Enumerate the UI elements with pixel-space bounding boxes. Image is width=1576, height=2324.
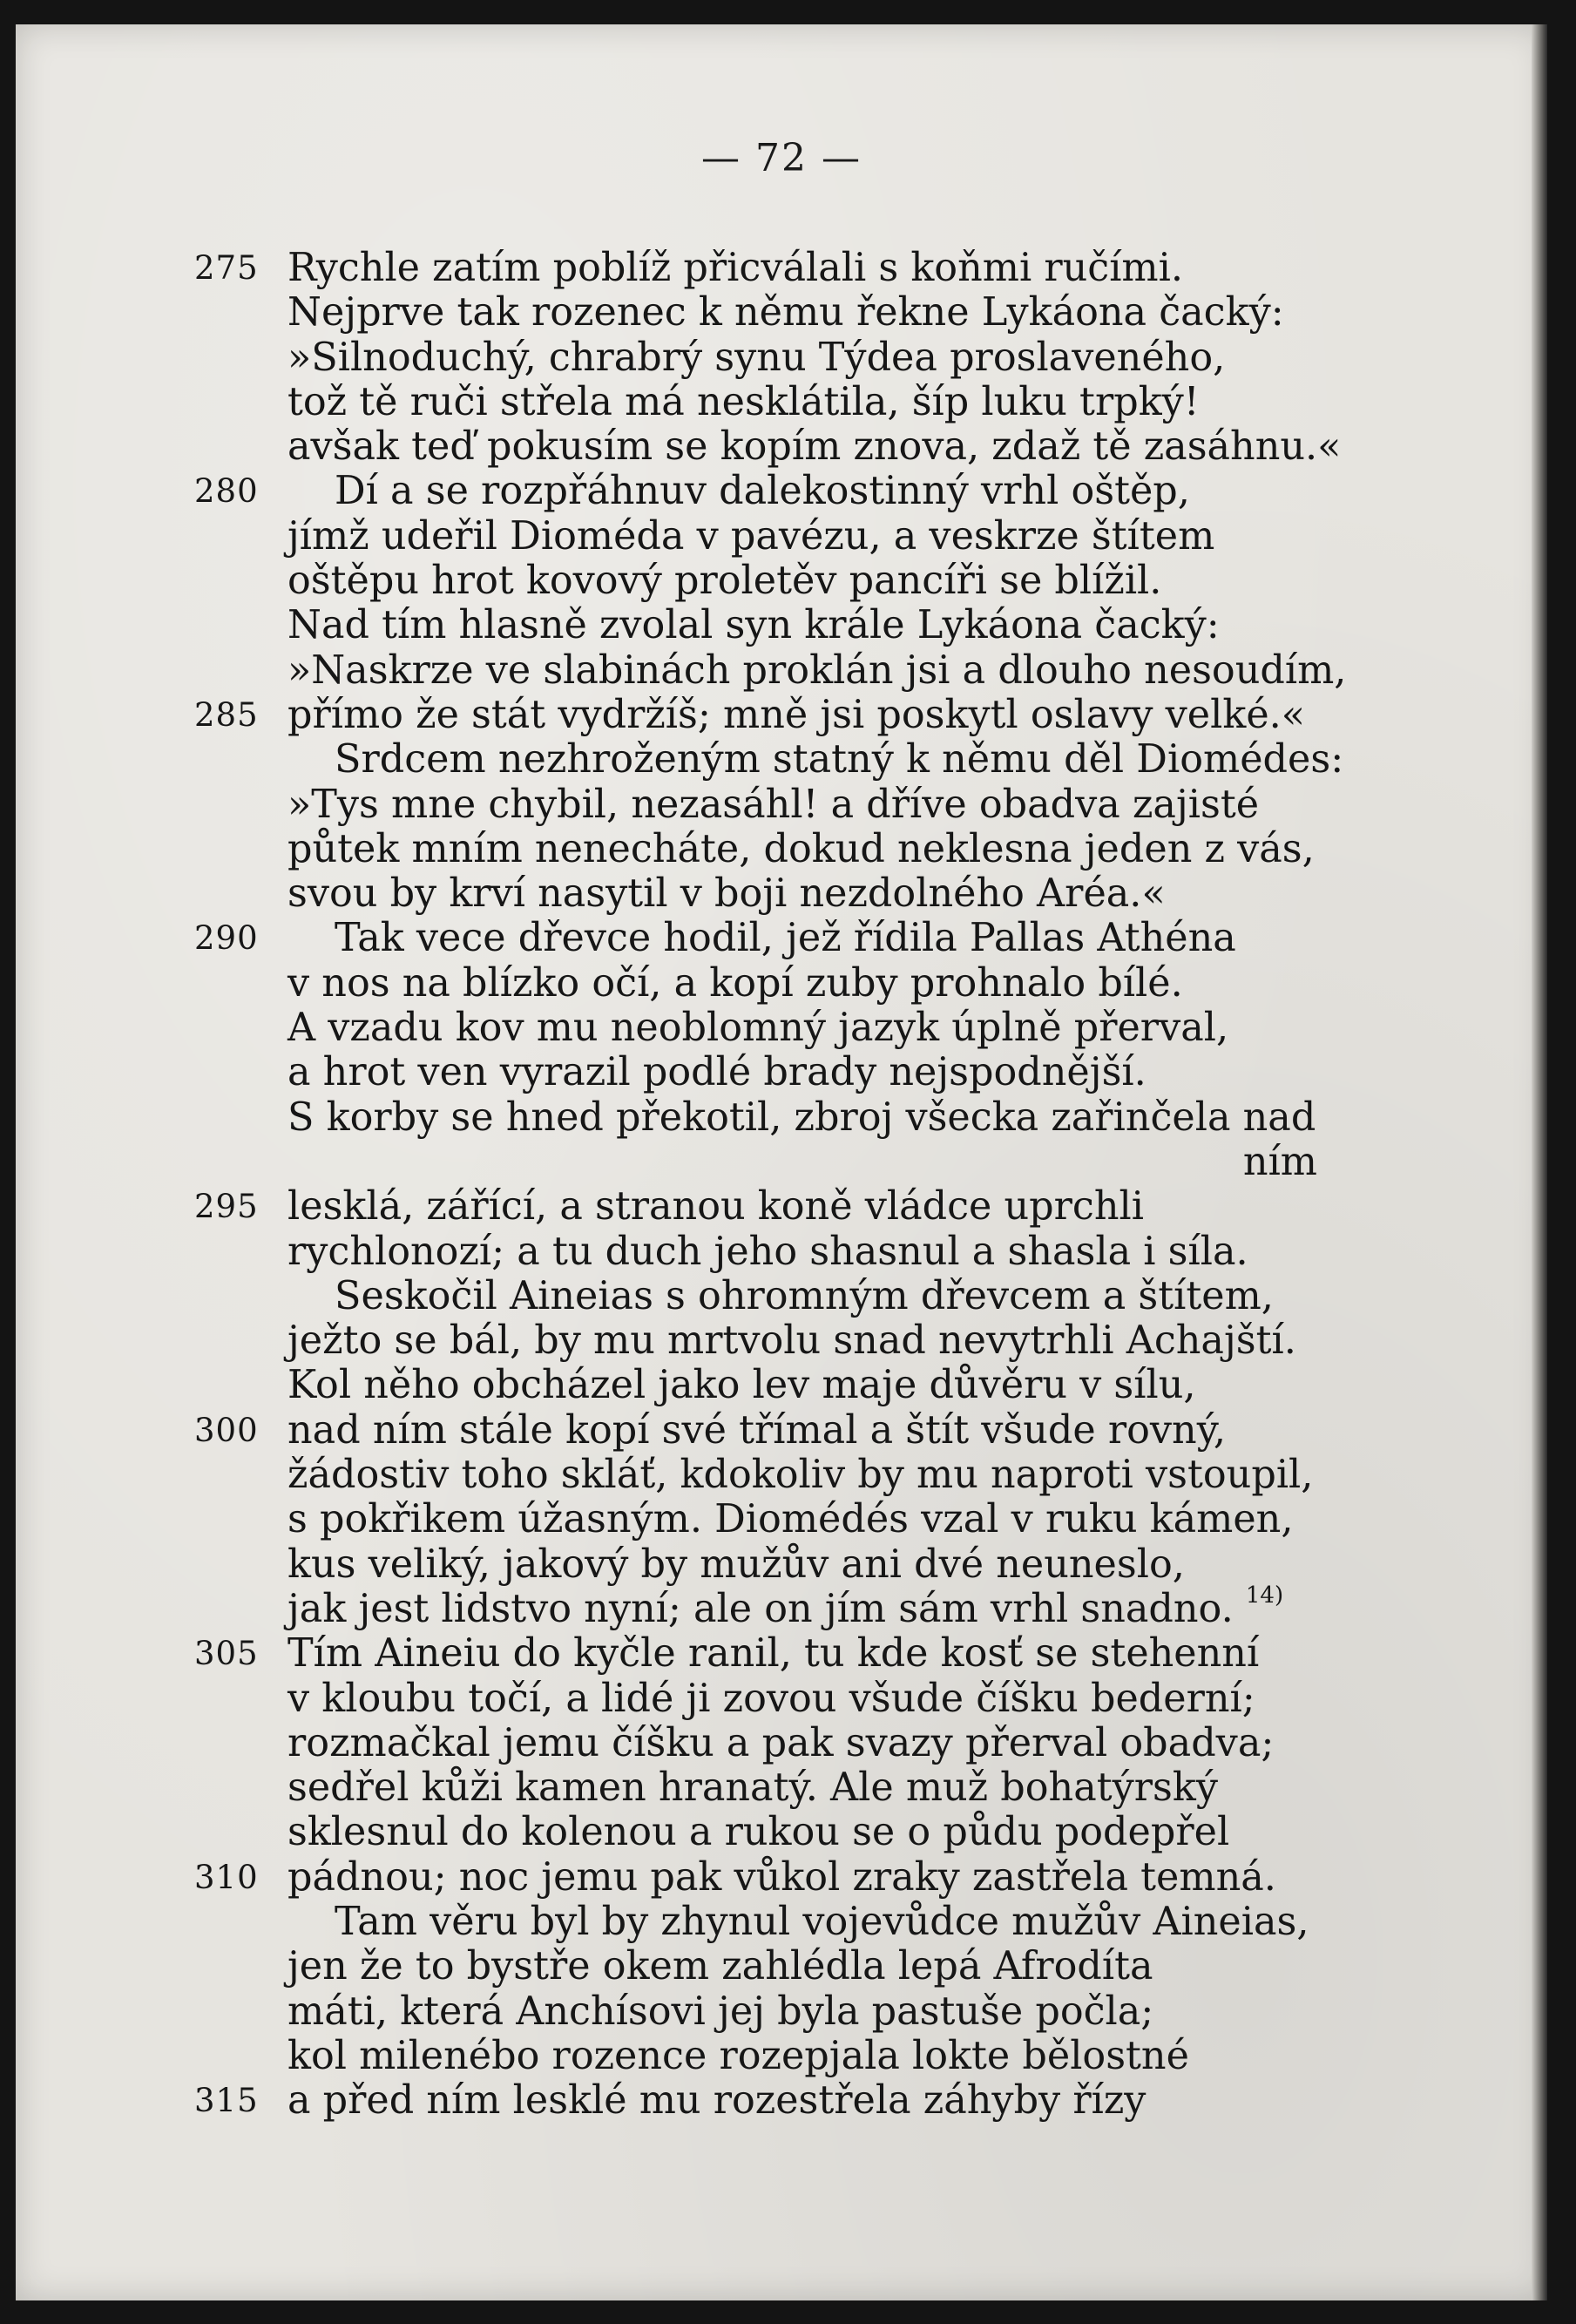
verse-line	[16, 1363, 1532, 1407]
verse-text-body: kus veliký, jakový by mužův ani dvé neuneslo,	[287, 1541, 1185, 1587]
verse-text-body: Dí a se rozpřáhnuv dalekostinný vrhl oštěp,	[335, 469, 1190, 514]
verse-text	[287, 380, 1200, 424]
verse-text-body: rozmačkal jemu číšku a pak svazy přerval obadva;	[287, 1720, 1275, 1765]
verse-line	[16, 827, 1532, 871]
verse-text-body: s pokřikem úžasným. Diomédés vzal v ruku kámen,	[287, 1497, 1294, 1542]
book-page	[16, 24, 1547, 2300]
verse-line	[16, 1453, 1532, 1497]
verse-line	[16, 737, 1532, 782]
verse-text	[287, 290, 1284, 335]
verse-line	[16, 916, 1532, 960]
page-spine-edge	[1532, 24, 1547, 2300]
verse-text-body: Seskočil Aineias s ohromným dřevcem a štítem,	[335, 1273, 1274, 1318]
verse-text-body: oštěpu hrot kovový proletěv pancíři se blížil.	[287, 559, 1162, 604]
verse-text	[287, 246, 1183, 290]
line-number: 290	[194, 919, 259, 958]
verse-text-body: »Naskrze ve slabinách proklán jsi a dlouho nesoudím,	[287, 647, 1347, 693]
verse-line	[16, 1095, 1532, 1140]
verse-text-body: A vzadu kov mu neoblomný jazyk úplně přerval,	[287, 1006, 1229, 1051]
verse-line	[16, 514, 1532, 559]
verse-text-body: v nos na blízko očí, a kopí zuby prohnalo bílé.	[287, 960, 1183, 1006]
verse-line	[16, 1184, 1532, 1229]
line-number: 275	[194, 249, 259, 287]
verse-line	[16, 380, 1532, 424]
verse-line	[16, 290, 1532, 335]
verse-text-body: jak jest lidstvo nyní; ale on jím sám vrhl snadno.	[287, 1586, 1234, 1631]
verse-line	[16, 335, 1532, 380]
verse-line	[16, 246, 1532, 290]
verse-text	[335, 916, 1236, 960]
verse-text-body: a hrot ven vyrazil podlé brady nejspodnější.	[287, 1050, 1146, 1095]
verse-text	[287, 1408, 1226, 1453]
verse-line	[16, 469, 1532, 513]
verse-text	[287, 961, 1183, 1006]
verse-text	[287, 827, 1315, 871]
verse-text	[287, 1631, 1259, 1676]
verse-text-body: kol milenébo rozence rozepjala lokte bělostné	[287, 2033, 1189, 2078]
verse-text-body: ježto se bál, by mu mrtvolu snad nevytrhli Achajští.	[287, 1318, 1296, 1364]
verse-text	[287, 783, 1259, 827]
verse-text-body: pádnou; noc jemu pak vůkol zraky zastřela temná.	[287, 1854, 1276, 1900]
verse-text-body: ním	[1242, 1139, 1317, 1184]
verse-line	[16, 1318, 1532, 1363]
verse-text-body: Nejprve tak rozenec k němu řekne Lykáona čacký:	[287, 290, 1284, 335]
line-number: 305	[194, 1635, 259, 1673]
verse-line	[16, 559, 1532, 603]
line-number: 315	[194, 2082, 259, 2120]
verse-text-body: v kloubu točí, a lidé ji zovou všude číšku bederní;	[287, 1676, 1255, 1721]
verse-block	[16, 246, 1532, 2123]
verse-text	[335, 1274, 1274, 1318]
line-number: 285	[194, 695, 259, 734]
verse-line	[16, 1677, 1532, 1721]
verse-line	[16, 1721, 1532, 1765]
verse-line	[16, 1631, 1532, 1676]
verse-text-body: svou by krví nasytil v boji nezdolného Aréa.«	[287, 871, 1166, 917]
verse-line	[16, 1900, 1532, 1944]
verse-text	[287, 1006, 1228, 1050]
verse-text-body: sedřel kůži kamen hranatý. Ale muž bohatýrský	[287, 1765, 1218, 1811]
verse-text-body: tož tě ruči střela má nesklátila, šíp luku trpký!	[287, 379, 1200, 424]
verse-text	[287, 559, 1161, 603]
verse-text	[287, 693, 1305, 737]
verse-text-body: máti, která Anchísovi jej byla pastuše počla;	[287, 1989, 1154, 2034]
verse-line	[16, 1006, 1532, 1050]
verse-text	[287, 871, 1166, 916]
verse-text-body: »Tys mne chybil, nezasáhl! a dříve obadva zajisté	[287, 782, 1260, 827]
verse-line	[16, 1230, 1532, 1274]
verse-line	[16, 693, 1532, 737]
verse-text-body: Tak vece dřevce hodil, jež řídila Pallas Athéna	[335, 916, 1236, 961]
verse-text-body: půtek mním nenecháte, dokud neklesna jeden z vás,	[287, 826, 1315, 871]
verse-line	[16, 1408, 1532, 1453]
line-number: 310	[194, 1858, 259, 1896]
verse-text-body: jímž udeřil Dioméda v pavézu, a veskrze štítem	[287, 513, 1215, 559]
verse-line	[16, 1140, 1532, 1184]
verse-line	[16, 1810, 1532, 1854]
verse-text-body: nad ním stále kopí své třímal a štít všude rovný,	[287, 1407, 1227, 1453]
verse-text	[287, 1855, 1276, 1900]
verse-text-body: žádostiv toho skláť, kdokoliv by mu naproti vstoupil,	[287, 1453, 1314, 1498]
verse-text	[287, 2034, 1189, 2078]
verse-line	[16, 2078, 1532, 2123]
verse-line	[16, 871, 1532, 916]
verse-text	[287, 1944, 1153, 1989]
verse-text	[335, 737, 1343, 782]
verse-text	[287, 1453, 1313, 1497]
verse-text-body: jen že to bystře okem zahlédla lepá Afrodíta	[287, 1944, 1153, 1989]
footnote-marker[interactable]: 14)	[1245, 1582, 1284, 1609]
verse-text-body: sklesnul do kolenou a rukou se o půdu podepřel	[287, 1810, 1230, 1855]
verse-line	[16, 1944, 1532, 1989]
verse-text-body: Nad tím hlasně zvolal syn krále Lykáona čacký:	[287, 603, 1220, 648]
verse-text	[287, 514, 1214, 559]
verse-text	[287, 335, 1225, 380]
verse-text	[287, 1050, 1146, 1094]
verse-text	[287, 1095, 1316, 1140]
verse-text	[287, 424, 1341, 469]
verse-line	[16, 783, 1532, 827]
verse-text	[287, 648, 1346, 693]
verse-text-body: lesklá, zářící, a stranou koně vládce uprchli	[287, 1184, 1144, 1230]
verse-text-body: Srdcem nezhroženým statný k němu děl Diomédes:	[335, 737, 1344, 783]
verse-text	[287, 1765, 1218, 1810]
verse-text	[287, 1989, 1153, 2034]
verse-line	[16, 961, 1532, 1006]
verse-text-body: avšak teď pokusím se kopím znova, zdaž tě zasáhnu.«	[287, 424, 1342, 470]
verse-line	[16, 1050, 1532, 1094]
verse-text	[1243, 1140, 1317, 1184]
verse-text-body: přímo že stát vydržíš; mně jsi poskytl oslavy velké.«	[287, 692, 1306, 737]
verse-line	[16, 603, 1532, 647]
verse-text-body: Tam věru byl by zhynul vojevůdce mužův Aineias,	[335, 1899, 1309, 1944]
line-number: 300	[194, 1411, 259, 1449]
verse-line	[16, 2034, 1532, 2078]
verse-line	[16, 1989, 1532, 2034]
verse-text	[287, 1810, 1229, 1854]
verse-text	[287, 1677, 1255, 1721]
verse-line	[16, 1855, 1532, 1900]
verse-line	[16, 1582, 1532, 1631]
verse-text	[287, 1184, 1144, 1229]
verse-text	[287, 1542, 1185, 1587]
verse-text	[287, 1721, 1274, 1765]
verse-line	[16, 424, 1532, 469]
verse-text	[335, 469, 1190, 513]
line-number: 295	[194, 1188, 259, 1226]
verse-text	[287, 2078, 1146, 2123]
verse-text	[287, 1497, 1293, 1541]
verse-text-body: a před ním lesklé mu rozestřela záhyby řízy	[287, 2078, 1146, 2124]
verse-line	[16, 1765, 1532, 1810]
verse-text-body: Kol něho obcházel jako lev maje důvěru v sílu,	[287, 1363, 1196, 1408]
verse-text	[287, 603, 1220, 647]
verse-text-body: Rychle zatím poblíž přicválali s koňmi ručími.	[287, 246, 1183, 290]
verse-text	[335, 1900, 1309, 1944]
verse-line	[16, 1497, 1532, 1541]
verse-text-body: S korby se hned překotil, zbroj všecka zařinčela nad	[287, 1094, 1316, 1140]
verse-line	[16, 1274, 1532, 1318]
verse-line	[16, 648, 1532, 693]
verse-text	[287, 1230, 1248, 1274]
page-number: — 72 —	[701, 136, 862, 180]
verse-text	[287, 1363, 1196, 1407]
verse-text-body: rychlonozí; a tu duch jeho shasnul a shasla i síla.	[287, 1229, 1248, 1274]
verse-line	[16, 1542, 1532, 1587]
verse-text-body: Tím Aineiu do kyčle ranil, tu kde kosť se stehenní	[287, 1631, 1260, 1677]
verse-text	[287, 1318, 1296, 1363]
verse-text-body: »Silnoduchý, chrabrý synu Týdea proslaveného,	[287, 335, 1226, 380]
line-number: 280	[194, 472, 259, 511]
verse-text	[287, 1582, 1284, 1631]
